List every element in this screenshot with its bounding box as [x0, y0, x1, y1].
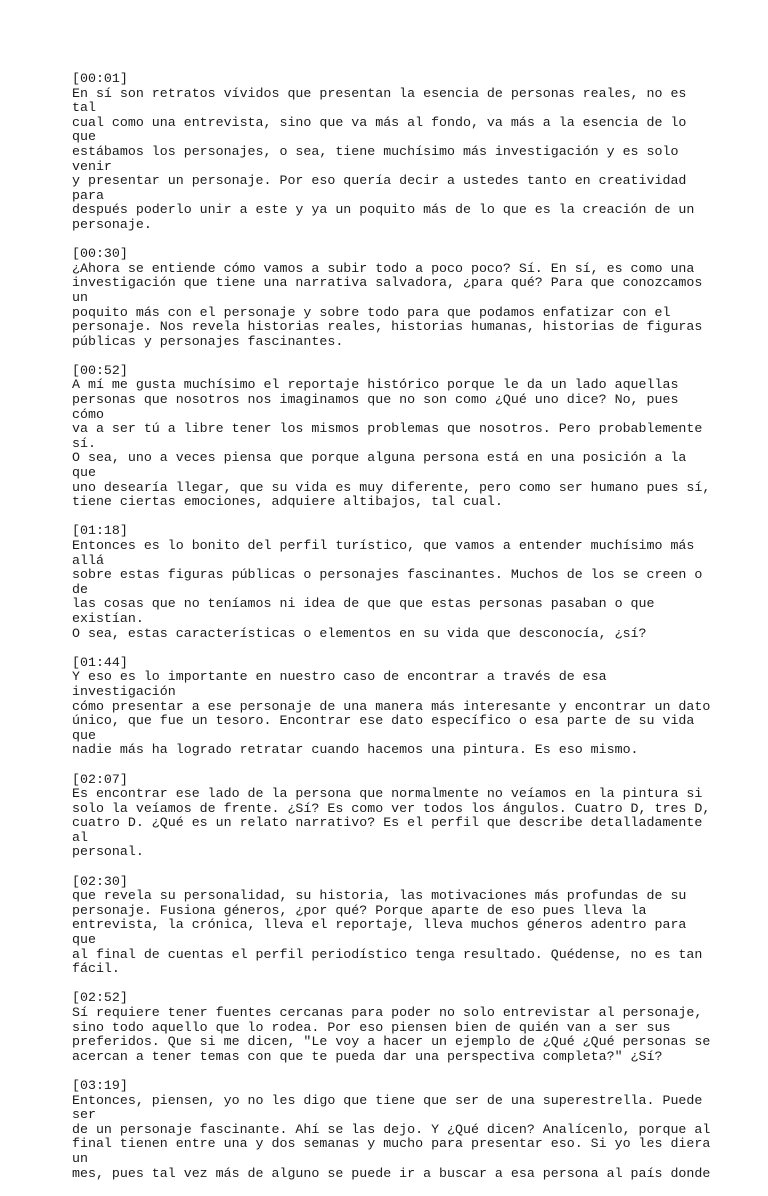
segment-line: uno desearía llegar, que su vida es muy diferente, pero como ser humano pues sí,	[72, 479, 711, 495]
timestamp: [01:18]	[72, 523, 128, 539]
segment-line: sobre estas figuras públicas o personajes fascinantes. Muchos de los se creen o de	[72, 567, 711, 597]
segment-line: personaje. Fusiona géneros, ¿por qué? Porque aparte de eso pues lleva la	[72, 902, 647, 918]
segment-line: Entonces es lo bonito del perfil turístico, que vamos a entender muchísimo más allá	[72, 538, 703, 568]
transcript-segment	[72, 1077, 719, 1181]
segment-line: A mí me gusta muchísimo el reportaje histórico porque le da un lado aquellas	[72, 377, 679, 393]
segment-line: personaje.	[72, 216, 152, 232]
timestamp: [00:52]	[72, 362, 128, 378]
segment-line: sino todo aquello que lo rodea. Por eso piensen bien de quién van a ser sus	[72, 1019, 671, 1035]
segment-line: Y eso es lo importante en nuestro caso de encontrar a través de esa investigación	[72, 669, 615, 699]
segment-line: entrevista, la crónica, lleva el reportaje, lleva muchos géneros adentro para que	[72, 917, 695, 948]
transcript-segment	[72, 991, 712, 1064]
transcript-segment	[72, 247, 712, 349]
segment-line: fácil.	[72, 961, 120, 977]
segment-line: que revela su personalidad, su historia, las motivaciones más profundas de su	[72, 888, 687, 904]
segment-line: Entonces, piensen, yo no les digo que tiene que ser de una superestrella. Puede ser	[72, 1092, 711, 1123]
segment-line: personaje. Nos revela historias reales, historias humanas, historias de figuras	[72, 319, 703, 335]
segment-line: ¿Ahora se entiende cómo vamos a subir todo a poco poco? Sí. En sí, es como una	[72, 260, 695, 276]
segment-line: estábamos los personajes, o sea, tiene muchísimo más investigación y es solo venir	[72, 143, 687, 174]
segment-line: acercan a tener temas con que te pueda dar una perspectiva completa?" ¿Sí?	[72, 1048, 663, 1064]
segment-line: de un personaje fascinante. Ahí se las dejo. Y ¿Qué dicen? Analícenlo, porque al	[72, 1121, 711, 1137]
segment-line: al final de cuentas el perfil periodístico tenga resultado. Quédense, no es tan	[72, 946, 703, 962]
segment-line: investigación que tiene una narrativa salvadora, ¿para qué? Para que conozcamos un	[72, 275, 711, 305]
segment-line: final tienen entre una y dos semanas y mucho para presentar eso. Si yo les diera un	[72, 1136, 719, 1166]
transcript-segment	[72, 72, 712, 233]
segment-line: y presentar un personaje. Por eso quería decir a ustedes tanto en creatividad para	[72, 173, 695, 203]
segment-line: solo la veíamos de frente. ¿Sí? Es como ver todos los ángulos. Cuatro D, tres D,	[72, 800, 711, 816]
segment-line: cómo presentar a ese personaje de una manera más interesante y encontrar un dato	[72, 698, 711, 714]
segment-line: tiene ciertas emociones, adquiere altibajos, tal cual.	[72, 494, 503, 510]
timestamp: [02:07]	[72, 771, 128, 787]
segment-line: públicas y personajes fascinantes.	[72, 333, 344, 349]
transcript-segment	[72, 773, 712, 861]
transcript-segment	[72, 524, 712, 641]
transcript-segment	[72, 875, 712, 977]
segment-line: después poderlo unir a este y ya un poquito más de lo que es la creación de un	[72, 202, 695, 218]
segment-line: mes, pues tal vez más de alguno se puede ir a buscar a esa persona al país donde	[72, 1165, 711, 1181]
segment-line: personal.	[72, 844, 144, 860]
segment-line: poquito más con el personaje y sobre todo para que podamos enfatizar con el	[72, 304, 671, 320]
segment-line: personas que nosotros nos imaginamos que no son como ¿Qué uno dice? No, pues cómo	[72, 392, 687, 422]
segment-line: nadie más ha logrado retratar cuando hacemos una pintura. Es eso mismo.	[72, 742, 639, 758]
timestamp: [00:30]	[72, 246, 128, 262]
segment-line: va a ser tú a libre tener los mismos problemas que nosotros. Pero probablemente sí.	[72, 421, 711, 451]
segment-line: O sea, uno a veces piensa que porque alguna persona está en una posición a la que	[72, 450, 695, 481]
transcript-page	[72, 71, 719, 1196]
transcript-segment	[72, 364, 712, 510]
segment-line: Sí requiere tener fuentes cercanas para poder no solo entrevistar al personaje,	[72, 1005, 703, 1020]
segment-line: único, que fue un tesoro. Encontrar ese dato específico o esa parte de su vida que	[72, 713, 703, 743]
timestamp: [03:19]	[72, 1077, 128, 1093]
timestamp: [01:44]	[72, 654, 128, 670]
timestamp: [02:30]	[72, 873, 128, 889]
segment-line: las cosas que no teníamos ni idea de que que estas personas pasaban o que existían.	[72, 596, 663, 626]
timestamp: [00:01]	[72, 71, 128, 86]
segment-line: cuatro D. ¿Qué es un relato narrativo? Es el perfil que describe detalladamente al	[72, 815, 711, 845]
segment-line: En sí son retratos vívidos que presentan la esencia de personas reales, no es tal	[72, 85, 695, 116]
segment-line: Es encontrar ese lado de la persona que normalmente no veíamos en la pintura si	[72, 786, 703, 802]
segment-line: cual como una entrevista, sino que va más al fondo, va más a la esencia de lo que	[72, 114, 695, 145]
segment-line: preferidos. Que si me dicen, "Le voy a hacer un ejemplo de ¿Qué ¿Qué personas se	[72, 1034, 711, 1050]
timestamp: [02:52]	[72, 990, 128, 1006]
transcript-segment	[72, 656, 712, 758]
segment-line: O sea, estas características o elementos en su vida que desconocía, ¿sí?	[72, 625, 647, 641]
